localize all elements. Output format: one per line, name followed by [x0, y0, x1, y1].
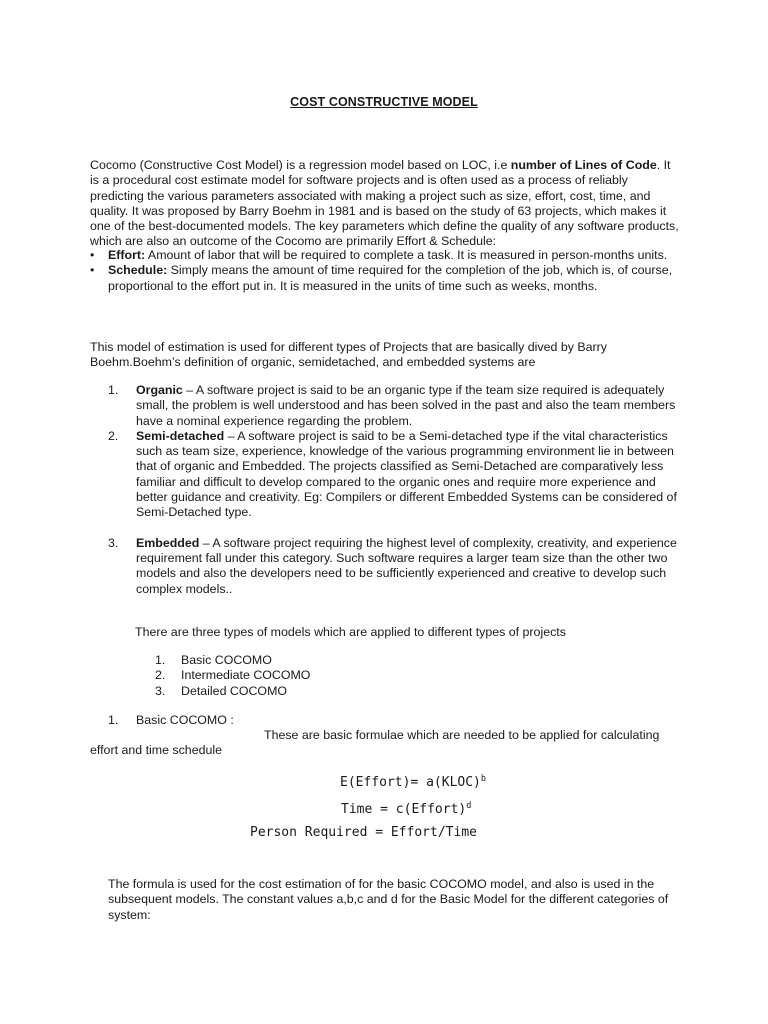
- intro-bold-term: number of Lines of Code: [510, 158, 657, 172]
- model-label: Intermediate COCOMO: [181, 668, 311, 683]
- bullet-term: Effort:: [108, 248, 146, 262]
- bullet-term: Schedule:: [108, 263, 168, 278]
- type-term: Organic: [136, 383, 183, 397]
- list-number: 2.: [108, 428, 119, 443]
- formula-exponent: b: [480, 774, 487, 784]
- bullet-text: Amount of labor that will be required to complete a task. It is measured in person-months units.: [145, 248, 668, 262]
- time-formula: [341, 798, 641, 818]
- types-intro-paragraph: This model of estimation is used for different types of Projects that are basically dived by Barry Boehm.Boehm’s definition of organic, semidetached, and embedded systems are: [90, 340, 607, 370]
- formula-text: E(Effort)= a(KLOC): [340, 775, 481, 790]
- list-item: [155, 653, 455, 668]
- intro-text-2: . It is a procedural cost estimate model for software projects and is often used as a process of reliably predicting the various parameters associated with making a project such as size, effort, cost, time, and quality. It was proposed by Barry Boehm in 1981 and is based on the study of 63 projects, which makes it one of the best-documented models. The key parameters which define the quality of any software products, which are also an outcome of the Cocomo are primarily Effort & Schedule:: [90, 158, 679, 249]
- type-item-embedded: [108, 536, 683, 597]
- effort-formula: [340, 771, 640, 791]
- closing-paragraph: The formula is used for the cost estimation of for the basic COCOMO model, and also is used in the subsequent models. The constant values a,b,c and d for the Basic Model for the different categories of system:: [108, 877, 669, 922]
- page-title: COST CONSTRUCTIVE MODEL: [290, 95, 478, 109]
- bullet-schedule: [90, 263, 680, 294]
- list-number: 2.: [155, 668, 166, 683]
- type-text: – A software project is said to be a Semi-detached type if the vital characteristics such as team size, experience, knowledge of the various programming environment lie in between that of organic and Embedded. The projects classified as Semi-Detached are comparatively less familiar and difficult to develop compared to the organic ones and require more experience and better guidance and creativity. Eg: Compilers or different Embedded Systems can be considered of Semi-Detached type.: [136, 428, 677, 520]
- project-types-list: [108, 383, 683, 597]
- three-types-sentence: There are three types of models which are applied to different types of projects: [135, 625, 566, 639]
- parameter-bullet-list: [90, 248, 680, 294]
- model-label: Basic COCOMO: [181, 653, 272, 667]
- person-required-formula: Person Required = Effort/Time: [250, 825, 477, 840]
- bullet-effort: [90, 248, 680, 263]
- formulae-description: These are basic formulae which are needed to be applied for calculating: [264, 728, 660, 742]
- list-number: 3.: [108, 535, 119, 550]
- formulae-description-continued: effort and time schedule: [90, 743, 223, 757]
- list-number: 3.: [155, 683, 166, 698]
- formula-text: Time = c(Effort): [341, 802, 467, 817]
- bullet-text: Simply means the amount of time required for the completion of the job, which is, of course, proportional to the effort put in. It is measured in the units of time such as weeks, months.: [108, 263, 673, 293]
- list-number: 1.: [155, 653, 166, 667]
- basic-cocomo-heading: [108, 713, 408, 728]
- formula-exponent: d: [466, 801, 472, 811]
- model-types-list: [155, 653, 455, 699]
- type-item-organic: [108, 383, 683, 429]
- list-number: 1.: [108, 383, 119, 397]
- type-text: – A software project is said to be an organic type if the team size required is adequately small, the problem is well understood and has been solved in the past and also the team members have a nominal experience regarding the problem.: [136, 383, 676, 428]
- list-number: 1.: [108, 713, 119, 727]
- list-item: [155, 684, 455, 699]
- list-item: [155, 668, 455, 683]
- basic-cocomo-label: Basic COCOMO :: [136, 713, 234, 727]
- type-term: Embedded: [136, 535, 200, 550]
- model-label: Detailed COCOMO: [181, 683, 288, 698]
- type-text: – A software project requiring the highest level of complexity, creativity, and experience requirement fall under this category. Such software requires a larger team size than the other two models and also the developers need to be sufficiently experienced and creative to develop such complex models..: [136, 535, 677, 596]
- type-term: Semi-detached: [136, 428, 225, 443]
- type-item-semi-detached: [108, 429, 683, 521]
- intro-paragraph: [90, 158, 680, 250]
- intro-text-1: Cocomo (Constructive Cost Model) is a regression model based on LOC, i.e: [90, 158, 511, 172]
